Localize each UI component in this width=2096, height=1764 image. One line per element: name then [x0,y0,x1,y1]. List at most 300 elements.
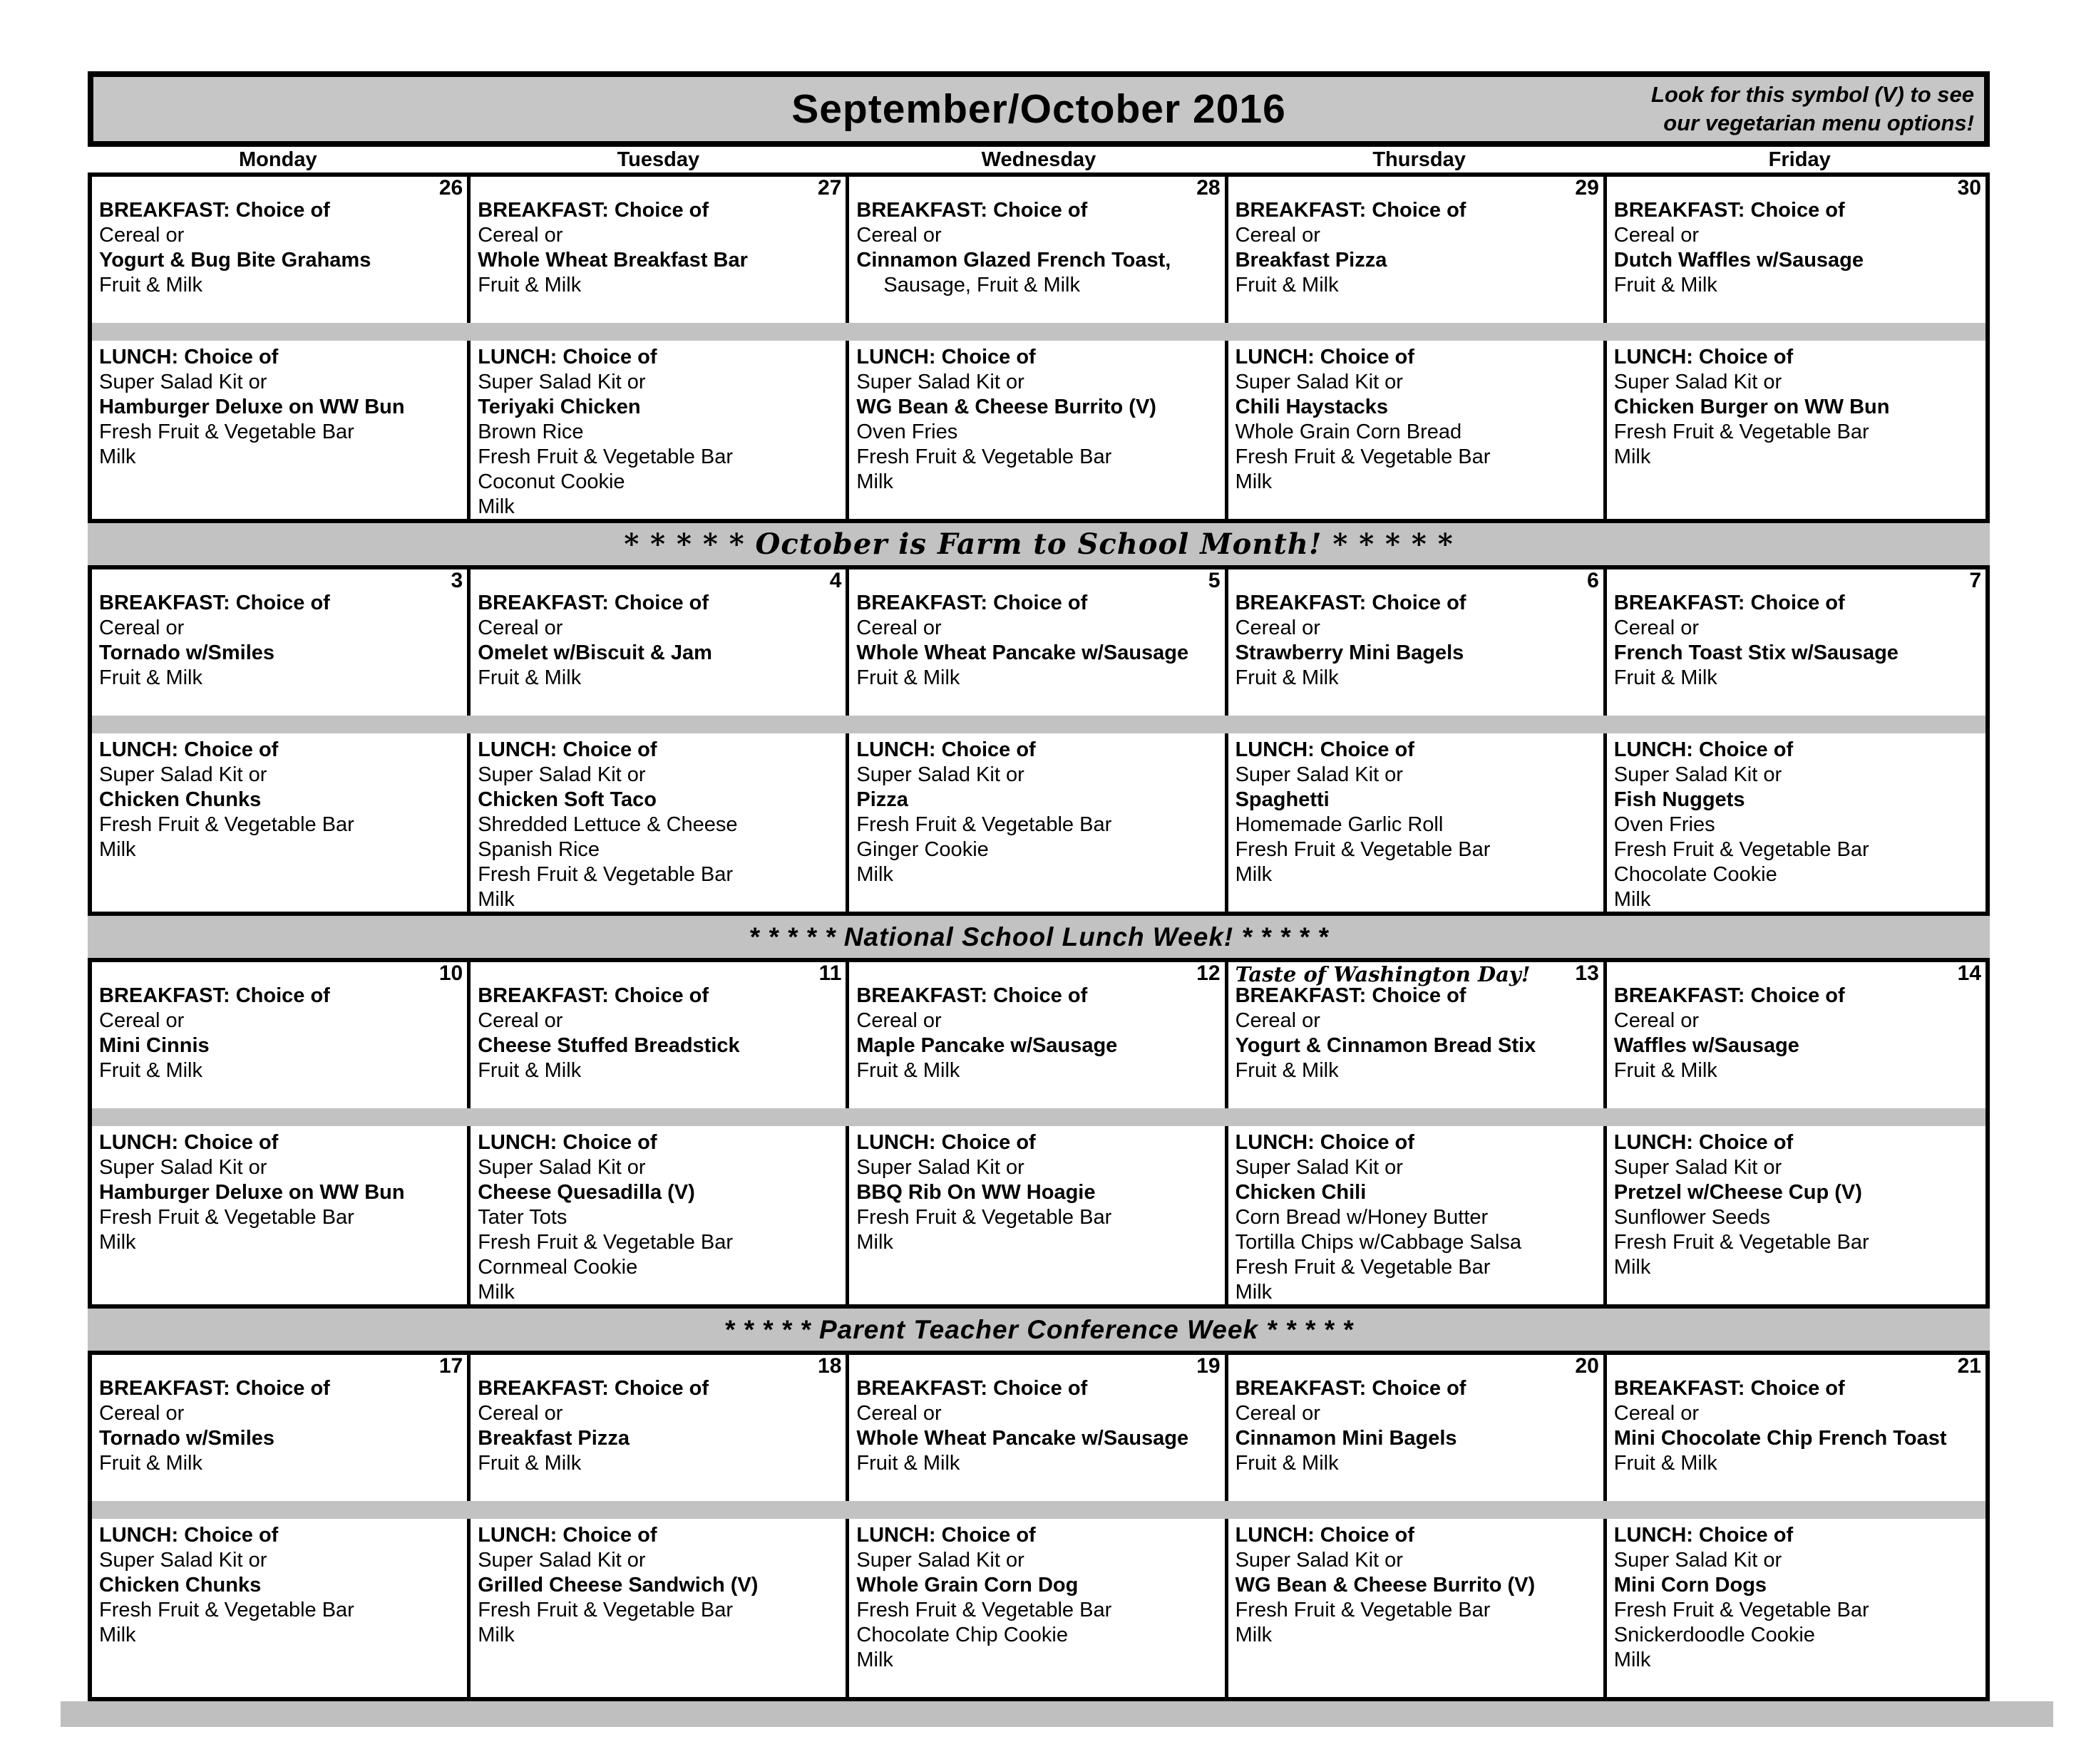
lunch-line: Fresh Fruit & Vegetable Bar [99,813,354,836]
lunch-line: Milk [856,1231,893,1254]
lunch-line: Fresh Fruit & Vegetable Bar [856,813,1112,836]
breakfast-line: Fruit & Milk [856,666,960,689]
breakfast-line: BREAKFAST: Choice of [856,199,1088,222]
lunch-line: Super Salad Kit or [856,1549,1024,1572]
lunch-line: Hamburger Deluxe on WW Bun [99,396,405,418]
lunch-line: Super Salad Kit or [1235,371,1403,393]
lunch-line: LUNCH: Choice of [478,1524,657,1547]
day-lunch-cell [1228,1126,1607,1304]
breakfast-line: BREAKFAST: Choice of [1235,1377,1466,1400]
lunch-line: Milk [1613,888,1651,911]
lunch-line: LUNCH: Choice of [856,346,1036,368]
lunch-line: Milk [478,888,515,911]
lunch-line: Milk [478,1624,515,1646]
lunch-line: Milk [478,1281,515,1304]
breakfast-line: BREAKFAST: Choice of [99,1377,330,1400]
lunch-line: Fresh Fruit & Vegetable Bar [1235,1256,1491,1279]
lunch-line: Oven Fries [856,421,958,443]
day-breakfast-cell [92,962,471,1108]
lunch-line: LUNCH: Choice of [1613,346,1794,368]
meal-divider-stripe [92,716,1985,733]
lunch-line: Fish Nuggets [1613,788,1745,811]
day-cell-header [856,962,1220,984]
breakfast-line: Fruit & Milk [99,1452,202,1475]
day-number: 19 [1196,1355,1221,1378]
lunch-line: WG Bean & Cheese Burrito (V) [856,396,1156,418]
breakfast-line: BREAKFAST: Choice of [1613,592,1845,614]
lunch-line: LUNCH: Choice of [478,1131,657,1154]
weekday-label-tuesday: Tuesday [617,148,700,171]
day-number: 18 [818,1355,842,1378]
day-breakfast-cell [849,962,1228,1108]
lunch-line: LUNCH: Choice of [856,1131,1036,1154]
breakfast-line: BREAKFAST: Choice of [99,592,330,614]
breakfast-line: Cereal or [1613,224,1700,247]
day-number: 30 [1957,177,1981,200]
lunch-line: LUNCH: Choice of [1613,1524,1794,1547]
lunch-line: Milk [1235,863,1273,886]
day-breakfast-cell [1607,1355,1985,1501]
day-breakfast-cell [1228,177,1607,323]
lunch-line: BBQ Rib On WW Hoagie [856,1181,1096,1204]
lunch-line: Milk [1235,1281,1273,1304]
day-breakfast-cell [92,1355,471,1501]
menu-page [88,71,1990,1727]
lunch-line: Super Salad Kit or [1235,763,1403,786]
lunch-line: Milk [478,495,515,518]
lunch-line: Corn Bread w/Honey Butter [1235,1206,1489,1229]
day-breakfast-cell [1607,962,1985,1108]
breakfast-line: Cereal or [1235,1009,1320,1032]
day-breakfast-cell [471,177,849,323]
lunch-line: Super Salad Kit or [856,763,1024,786]
meal-divider-stripe [92,323,1985,341]
lunch-line: Chili Haystacks [1235,396,1388,418]
day-cell-header [478,177,841,198]
lunch-line: Fresh Fruit & Vegetable Bar [99,421,354,443]
day-number: 26 [438,177,463,200]
breakfast-line: French Toast Stix w/Sausage [1613,641,1899,664]
lunch-line: Cornmeal Cookie [478,1256,638,1279]
day-lunch-cell [1228,1519,1607,1697]
day-breakfast-cell [849,177,1228,323]
breakfast-line: BREAKFAST: Choice of [856,592,1088,614]
lunch-line: Milk [1613,1649,1651,1671]
day-cell-header [1614,962,1981,984]
day-cell-header [99,962,463,984]
day-cell-header [478,962,841,984]
lunch-line: LUNCH: Choice of [99,1524,279,1547]
day-breakfast-cell [471,962,849,1108]
lunch-line: LUNCH: Choice of [99,346,279,368]
day-lunch-cell [849,341,1228,519]
breakfast-line: BREAKFAST: Choice of [478,984,709,1007]
breakfast-line: Waffles w/Sausage [1613,1034,1799,1057]
breakfast-line: Fruit & Milk [856,1452,960,1475]
day-cell-header [99,569,463,591]
breakfast-line: Fruit & Milk [99,1059,202,1082]
breakfast-line: Cereal or [99,224,185,247]
day-lunch-cell [1607,1519,1985,1697]
lunch-line: Tortilla Chips w/Cabbage Salsa [1235,1231,1521,1254]
weekday-header-row [88,147,1990,172]
breakfast-line: Fruit & Milk [1235,666,1339,689]
lunch-line: LUNCH: Choice of [99,738,279,761]
lunch-line: Milk [1235,1624,1273,1646]
weekday-label-wednesday: Wednesday [981,148,1096,171]
lunch-line: LUNCH: Choice of [856,738,1036,761]
breakfast-line: Tornado w/Smiles [99,1427,275,1450]
breakfast-line: Cereal or [99,1402,185,1425]
lunch-line: Super Salad Kit or [1613,1156,1782,1179]
lunch-line: Milk [1613,1256,1651,1279]
day-lunch-cell [849,1519,1228,1697]
breakfast-line: Cinnamon Glazed French Toast, [856,249,1171,272]
breakfast-line: Fruit & Milk [478,666,582,689]
lunch-line: Ginger Cookie [856,838,989,861]
lunch-line: Milk [99,445,136,468]
breakfast-line: BREAKFAST: Choice of [99,984,330,1007]
breakfast-line: BREAKFAST: Choice of [1235,592,1466,614]
lunch-line: Fresh Fruit & Vegetable Bar [99,1206,354,1229]
day-breakfast-cell [92,177,471,323]
day-number: 27 [818,177,842,200]
day-number: 10 [438,962,463,985]
weekday-label-friday: Friday [1768,148,1831,171]
breakfast-line: Whole Wheat Pancake w/Sausage [856,641,1189,664]
breakfast-line: Cinnamon Mini Bagels [1235,1427,1457,1450]
lunch-line: Teriyaki Chicken [478,396,641,418]
day-lunch-cell [1607,1126,1985,1304]
meal-divider-stripe [92,1108,1985,1126]
day-lunch-cell [92,341,471,519]
breakfast-line: BREAKFAST: Choice of [1613,984,1845,1007]
day-breakfast-cell [92,569,471,716]
day-lunch-cell [1228,733,1607,912]
lunch-line: Hamburger Deluxe on WW Bun [99,1181,405,1204]
breakfast-line: Fruit & Milk [1235,1452,1339,1475]
breakfast-line: Cereal or [856,224,942,247]
lunch-line: Fresh Fruit & Vegetable Bar [1613,1231,1869,1254]
breakfast-line: BREAKFAST: Choice of [1613,1377,1845,1400]
lunch-line: Fresh Fruit & Vegetable Bar [1235,445,1491,468]
lunch-line: Chicken Chunks [99,1574,262,1597]
lunch-line: LUNCH: Choice of [478,738,657,761]
lunch-line: Super Salad Kit or [99,1156,267,1179]
breakfast-line: Breakfast Pizza [478,1427,630,1450]
breakfast-line: Dutch Waffles w/Sausage [1613,249,1864,272]
lunch-line: Chicken Soft Taco [478,788,657,811]
week-row-3 [88,958,1990,1309]
day-number: 6 [1587,569,1599,592]
breakfast-line: BREAKFAST: Choice of [478,592,709,614]
day-cell-header [99,1355,463,1376]
lunch-line: Mini Corn Dogs [1613,1574,1767,1597]
meal-divider-stripe [92,1501,1985,1519]
breakfast-line: Cereal or [478,1009,563,1032]
day-lunch-cell [92,733,471,912]
day-number: 12 [1196,962,1221,985]
lunch-line: Super Salad Kit or [1235,1156,1403,1179]
day-cell-header [1614,569,1981,591]
week-row-4 [88,1351,1990,1701]
day-cell-header [1235,569,1599,591]
breakfast-line: Breakfast Pizza [1235,249,1387,272]
day-cell-header [1235,177,1599,198]
breakfast-line: Fruit & Milk [1613,1059,1717,1082]
lunch-line: Super Salad Kit or [478,1156,646,1179]
lunch-line: LUNCH: Choice of [1235,1131,1414,1154]
breakfast-line: Cereal or [856,1009,942,1032]
lunch-line: Whole Grain Corn Bread [1235,421,1462,443]
lunch-line: LUNCH: Choice of [478,346,657,368]
day-lunch-cell [92,1126,471,1304]
day-cell-header [856,177,1220,198]
lunch-line: Chicken Chunks [99,788,262,811]
day-lunch-cell [92,1519,471,1697]
lunch-line: Homemade Garlic Roll [1235,813,1444,836]
lunch-line: Fresh Fruit & Vegetable Bar [1613,1599,1869,1621]
lunch-line: Pizza [856,788,908,811]
day-breakfast-cell [1607,569,1985,716]
week-row-1 [88,172,1990,523]
lunch-line: Fresh Fruit & Vegetable Bar [856,1206,1112,1229]
vegetarian-note-line1: Look for this symbol (V) to see [1651,82,1974,107]
breakfast-line: Cereal or [478,224,563,247]
day-lunch-cell [849,733,1228,912]
breakfast-line: Cereal or [1235,1402,1320,1425]
lunch-line: Super Salad Kit or [99,371,267,393]
day-number: 28 [1196,177,1221,200]
breakfast-line: Yogurt & Bug Bite Grahams [99,249,371,272]
lunch-line: Fresh Fruit & Vegetable Bar [478,445,734,468]
breakfast-line: Cereal or [99,1009,185,1032]
breakfast-line: Cereal or [1235,224,1320,247]
day-cell-header [478,1355,841,1376]
lunch-line: Fresh Fruit & Vegetable Bar [478,1231,734,1254]
lunch-line: Snickerdoodle Cookie [1613,1624,1815,1646]
breakfast-line: BREAKFAST: Choice of [856,984,1088,1007]
lunch-line: Grilled Cheese Sandwich (V) [478,1574,759,1597]
breakfast-line: Cereal or [856,1402,942,1425]
lunch-line: Milk [99,1231,136,1254]
day-number: 13 [1575,962,1599,985]
day-number: 11 [818,962,842,985]
lunch-line: Chocolate Cookie [1613,863,1777,886]
banner-parent-teacher-conference-week: * * * * * Parent Teacher Conference Week * * * * * [88,1309,1990,1351]
breakfast-line: Fruit & Milk [1613,666,1717,689]
day-breakfast-cell [471,1355,849,1501]
breakfast-line: Cereal or [1613,1009,1700,1032]
lunch-line: LUNCH: Choice of [1613,738,1794,761]
day-cell-header [1614,1355,1981,1376]
day-cell-header [856,569,1220,591]
lunch-line: Fresh Fruit & Vegetable Bar [478,1599,734,1621]
special-day-label: Taste of Washington Day! [1235,962,1531,986]
lunch-line: Super Salad Kit or [1613,371,1782,393]
week-row-2 [88,565,1990,916]
day-cell-header [1235,962,1599,984]
breakfast-line: Omelet w/Biscuit & Jam [478,641,712,664]
lunch-line: Super Salad Kit or [856,1156,1024,1179]
day-lunch-cell [471,1126,849,1304]
breakfast-line: Sausage, Fruit & Milk [883,274,1080,296]
day-number: 29 [1575,177,1599,200]
lunch-line: Milk [99,1624,136,1646]
lunch-line: Fresh Fruit & Vegetable Bar [478,863,734,886]
breakfast-line: Fruit & Milk [1235,274,1339,296]
day-lunch-cell [471,733,849,912]
breakfast-line: BREAKFAST: Choice of [1613,199,1845,222]
lunch-line: Tater Tots [478,1206,567,1229]
breakfast-line: BREAKFAST: Choice of [1235,984,1466,1007]
lunch-line: Spaghetti [1235,788,1330,811]
lunch-line: LUNCH: Choice of [1235,1524,1414,1547]
day-number: 7 [1969,569,1981,592]
weekday-label-thursday: Thursday [1372,148,1466,171]
header-bar [88,71,1990,147]
lunch-line: WG Bean & Cheese Burrito (V) [1235,1574,1536,1597]
lunch-line: Super Salad Kit or [99,763,267,786]
lunch-line: Milk [1235,470,1273,493]
lunch-line: Super Salad Kit or [99,1549,267,1572]
lunch-line: Super Salad Kit or [856,371,1024,393]
lunch-line: Super Salad Kit or [478,1549,646,1572]
day-breakfast-cell [1607,177,1985,323]
lunch-line: Fresh Fruit & Vegetable Bar [856,1599,1112,1621]
lunch-line: Milk [856,470,893,493]
day-cell-header [1235,1355,1599,1376]
breakfast-line: Yogurt & Cinnamon Bread Stix [1235,1034,1536,1057]
breakfast-line: Cereal or [478,1402,563,1425]
breakfast-line: Fruit & Milk [1613,274,1717,296]
breakfast-line: Fruit & Milk [1613,1452,1717,1475]
breakfast-line: Cereal or [1613,617,1700,639]
breakfast-line: BREAKFAST: Choice of [99,199,330,222]
lunch-line: Pretzel w/Cheese Cup (V) [1613,1181,1862,1204]
banner-farm-to-school-month: * * * * * October is Farm to School Month! * * * * * [88,523,1990,565]
lunch-line: Sunflower Seeds [1613,1206,1771,1229]
lunch-line: LUNCH: Choice of [1235,346,1414,368]
weekday-label-monday: Monday [239,148,317,171]
day-number: 17 [438,1355,463,1378]
lunch-line: Super Salad Kit or [1613,1549,1782,1572]
lunch-line: Super Salad Kit or [1235,1549,1403,1572]
day-breakfast-cell [1228,569,1607,716]
day-number: 14 [1957,962,1981,985]
lunch-line: Chocolate Chip Cookie [856,1624,1069,1646]
breakfast-line: Strawberry Mini Bagels [1235,641,1464,664]
lunch-line: LUNCH: Choice of [1235,738,1414,761]
breakfast-line: Whole Wheat Pancake w/Sausage [856,1427,1189,1450]
lunch-line: LUNCH: Choice of [856,1524,1036,1547]
breakfast-line: Cereal or [99,617,185,639]
lunch-line: Fresh Fruit & Vegetable Bar [99,1599,354,1621]
lunch-line: Spanish Rice [478,838,600,861]
lunch-line: Milk [1613,445,1651,468]
day-lunch-cell [471,341,849,519]
breakfast-line: Fruit & Milk [99,274,202,296]
breakfast-line: Cereal or [856,617,942,639]
day-number: 21 [1957,1355,1981,1378]
day-breakfast-cell [1228,962,1607,1108]
breakfast-line: Whole Wheat Breakfast Bar [478,249,748,272]
breakfast-line: Tornado w/Smiles [99,641,275,664]
lunch-line: Fresh Fruit & Vegetable Bar [1235,838,1491,861]
breakfast-line: Fruit & Milk [478,1059,582,1082]
breakfast-line: BREAKFAST: Choice of [856,1377,1088,1400]
lunch-line: Fresh Fruit & Vegetable Bar [856,445,1112,468]
lunch-line: Chicken Chili [1235,1181,1367,1204]
breakfast-line: Cereal or [1235,617,1320,639]
lunch-line: Super Salad Kit or [478,763,646,786]
day-lunch-cell [1228,341,1607,519]
day-cell-header [856,1355,1220,1376]
day-lunch-cell [471,1519,849,1697]
page-title: September/October 2016 [791,86,1286,132]
day-breakfast-cell [1228,1355,1607,1501]
lunch-line: Fresh Fruit & Vegetable Bar [1235,1599,1491,1621]
breakfast-line: Fruit & Milk [478,1452,582,1475]
breakfast-line: BREAKFAST: Choice of [478,1377,709,1400]
breakfast-line: Mini Cinnis [99,1034,210,1057]
breakfast-line: Cheese Stuffed Breadstick [478,1034,740,1057]
day-number: 4 [829,569,842,592]
breakfast-line: BREAKFAST: Choice of [1235,199,1466,222]
banner-national-school-lunch-week: * * * * * National School Lunch Week! * * * * * [88,916,1990,958]
lunch-line: Super Salad Kit or [1613,763,1782,786]
breakfast-line: Mini Chocolate Chip French Toast [1613,1427,1947,1450]
breakfast-line: Cereal or [478,617,563,639]
breakfast-line: Fruit & Milk [478,274,582,296]
day-breakfast-cell [849,1355,1228,1501]
lunch-line: LUNCH: Choice of [99,1131,279,1154]
day-number: 20 [1575,1355,1599,1378]
lunch-line: Oven Fries [1613,813,1715,836]
vegetarian-note-line2: our vegetarian menu options! [1663,110,1974,135]
day-cell-header [1614,177,1981,198]
breakfast-line: Maple Pancake w/Sausage [856,1034,1118,1057]
lunch-line: Milk [99,838,136,861]
day-cell-header [478,569,841,591]
lunch-line: Whole Grain Corn Dog [856,1574,1079,1597]
day-breakfast-cell [849,569,1228,716]
vegetarian-note [1644,77,1974,141]
lunch-line: Chicken Burger on WW Bun [1613,396,1890,418]
lunch-line: Shredded Lettuce & Cheese [478,813,738,836]
lunch-line: Coconut Cookie [478,470,625,493]
breakfast-line: Cereal or [1613,1402,1700,1425]
lunch-line: Super Salad Kit or [478,371,646,393]
lunch-line: LUNCH: Choice of [1613,1131,1794,1154]
lunch-line: Milk [856,1649,893,1671]
day-number: 5 [1208,569,1221,592]
day-cell-header [99,177,463,198]
day-number: 3 [451,569,463,592]
day-lunch-cell [1607,341,1985,519]
lunch-line: Milk [856,863,893,886]
breakfast-line: Fruit & Milk [99,666,202,689]
lunch-line: Cheese Quesadilla (V) [478,1181,695,1204]
day-lunch-cell [1607,733,1985,912]
breakfast-line: Fruit & Milk [1235,1059,1339,1082]
breakfast-line: BREAKFAST: Choice of [478,199,709,222]
day-breakfast-cell [471,569,849,716]
lunch-line: Fresh Fruit & Vegetable Bar [1613,421,1869,443]
breakfast-line: Fruit & Milk [856,1059,960,1082]
day-lunch-cell [849,1126,1228,1304]
lunch-line: Brown Rice [478,421,584,443]
